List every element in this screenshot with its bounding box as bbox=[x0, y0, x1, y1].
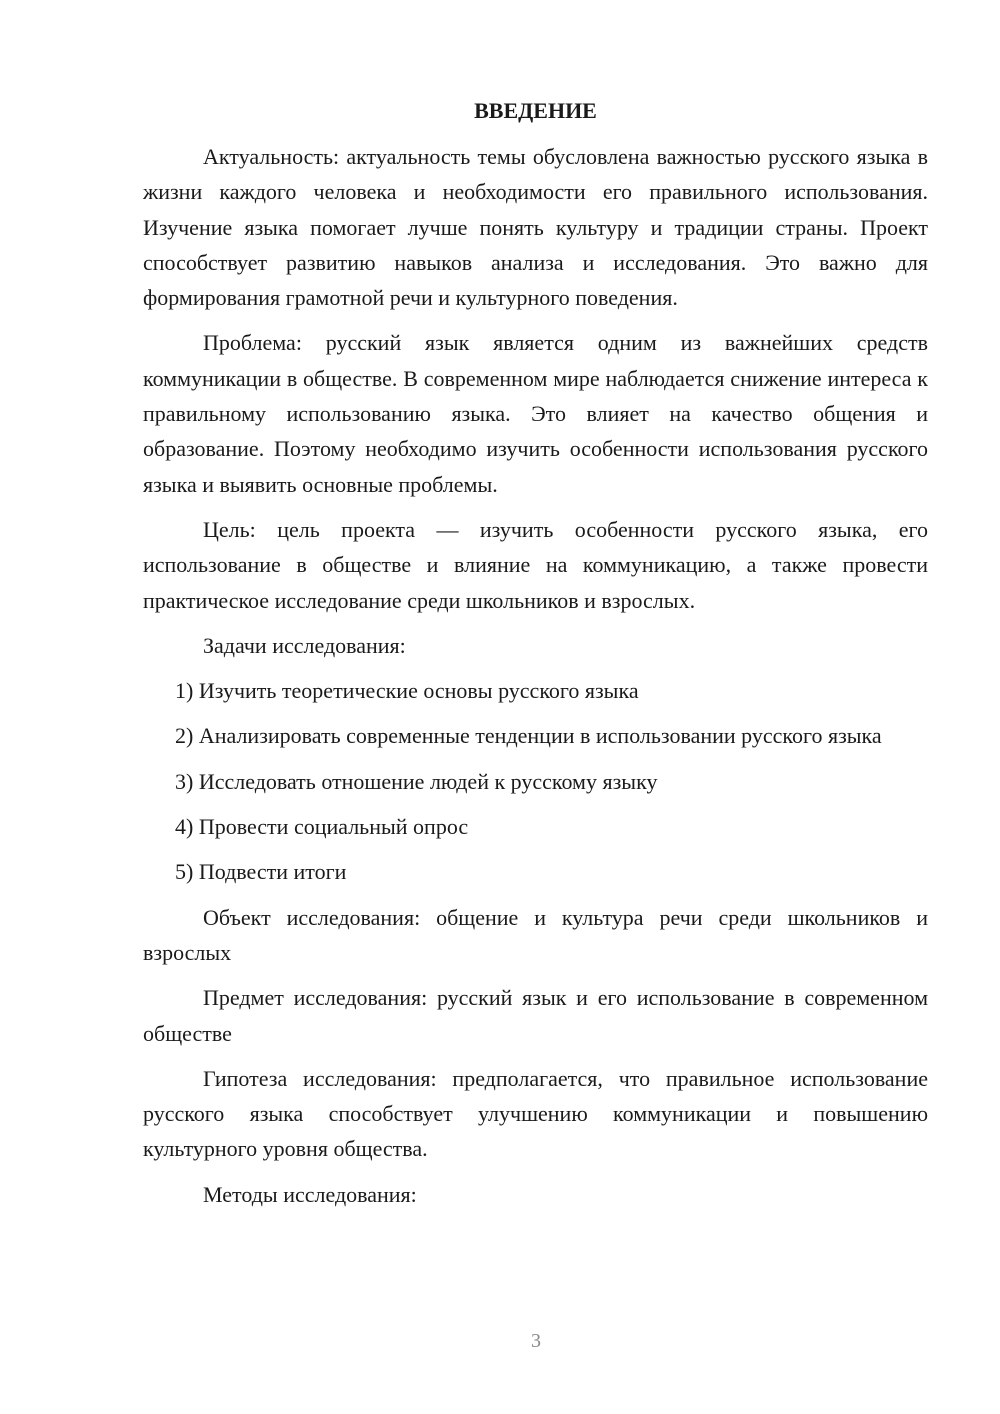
paragraph-hypothesis: Гипотеза исследования: предполагается, что правильное использование русского языка способствует улучшению коммуникации и повышению культурного уровня общества. bbox=[143, 1065, 928, 1162]
paragraph-object: Объект исследования: общение и культура речи среди школьников и взрослых bbox=[143, 904, 928, 965]
paragraph-problem: Проблема: русский язык является одним из важнейших средств коммуникации в обществе. В современном мире наблюдается снижение интереса к правильному использованию языка. Это влияет на качество общения и образование. Поэтому необходимо изучить особенности использования русского языка и выявить основные проблемы. bbox=[143, 330, 928, 497]
task-item-1: 1) Изучить теоретические основы русского языка bbox=[175, 678, 639, 704]
task-item-2: 2) Анализировать современные тенденции в использовании русского языка bbox=[175, 723, 882, 749]
section-title: ВВЕДЕНИЕ bbox=[474, 98, 597, 123]
page-content bbox=[143, 96, 928, 1222]
paragraph-subject: Предмет исследования: русский язык и его использование в современном обществе bbox=[143, 985, 928, 1046]
task-item-5: 5) Подвести итоги bbox=[175, 859, 347, 885]
paragraph-methods: Методы исследования: bbox=[203, 1181, 417, 1207]
paragraph-tasks-heading: Задачи исследования: bbox=[203, 632, 406, 658]
paragraph-goal: Цель: цель проекта — изучить особенности русского языка, его использование в обществе и влияние на коммуникацию, а также провести практическое исследование среди школьников и взрослых. bbox=[143, 516, 928, 613]
page-number: 3 bbox=[531, 1330, 541, 1352]
task-item-3: 3) Исследовать отношение людей к русскому языку bbox=[175, 768, 658, 794]
paragraph-relevance: Актуальность: актуальность темы обусловлена важностью русского языка в жизни каждого человека и необходимости его правильного использования. Изучение языка помогает лучше понять культуру и традиции страны. Проект способствует развитию навыков анализа и исследования. Это важно для формирования грамотной речи и культурного поведения. bbox=[143, 144, 928, 311]
task-item-4: 4) Провести социальный опрос bbox=[175, 814, 469, 840]
